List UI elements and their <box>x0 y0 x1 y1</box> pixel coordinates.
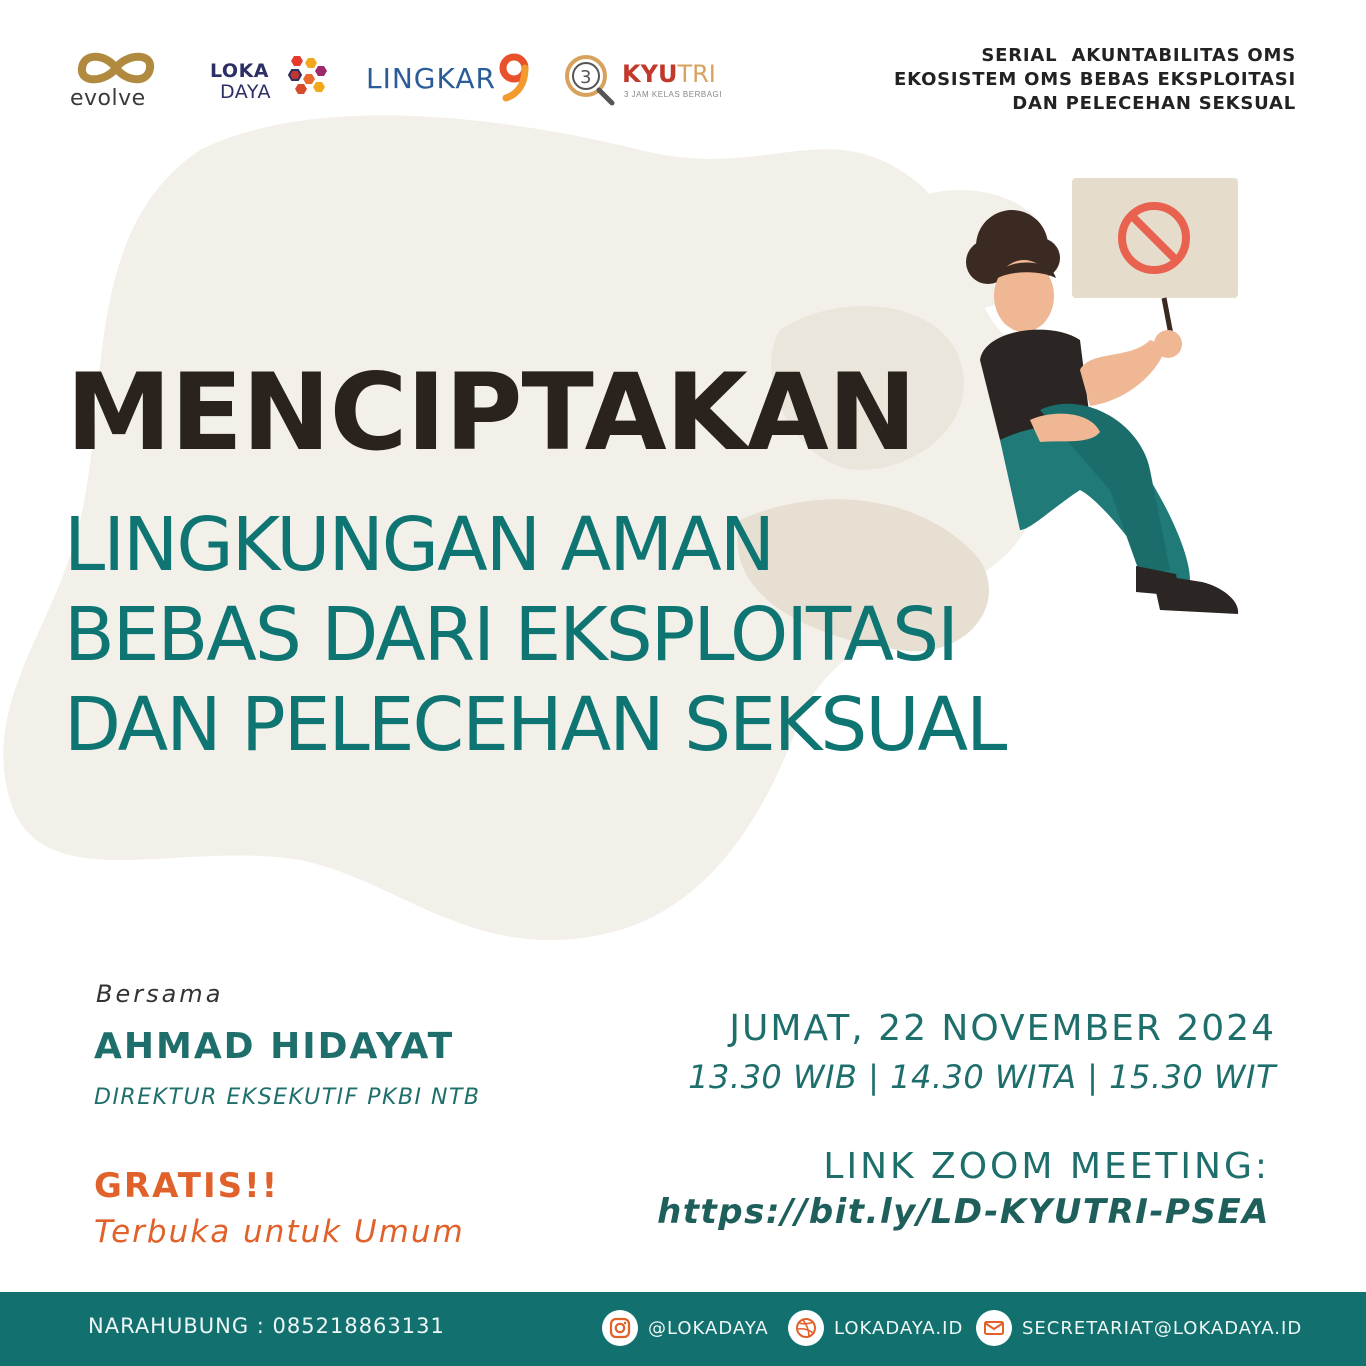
lokadaya-wordmark-line1: LOKA <box>210 60 270 82</box>
svg-text:3: 3 <box>580 67 592 88</box>
series-line: SERIAL AKUNTABILITAS OMS <box>981 45 1296 66</box>
infinity-logo-icon <box>72 48 160 88</box>
series-title <box>894 44 1296 116</box>
instagram-handle: @LOKADAYA <box>648 1317 769 1339</box>
dribbble-globe-icon <box>788 1310 824 1346</box>
kyutri-wordmark <box>622 60 716 88</box>
hexagon-cluster-icon <box>284 52 328 98</box>
lokadaya-logo <box>208 48 330 112</box>
subheadline-line: BEBAS DARI EKSPLOITASI <box>64 592 957 678</box>
lokadaya-wordmark-line2: DAYA <box>220 81 271 103</box>
event-times: 13.30 WIB | 14.30 WITA | 15.30 WIT <box>688 1058 1276 1096</box>
evolve-logo <box>66 48 166 112</box>
lingkar9-logo <box>366 48 534 112</box>
speaker-intro: Bersama <box>96 980 224 1008</box>
subheadline-line: DAN PELECEHAN SEKSUAL <box>64 682 1006 768</box>
lingkar-wordmark: LINGKAR <box>366 62 496 95</box>
footer-bar <box>0 1292 1366 1366</box>
headline: MENCIPTAKAN <box>66 351 916 474</box>
woman-with-no-sign-illustration <box>940 170 1260 640</box>
magnifier-3-icon <box>562 52 620 108</box>
event-date: JUMAT, 22 NOVEMBER 2024 <box>729 1008 1276 1049</box>
audience-label: Terbuka untuk Umum <box>94 1214 465 1250</box>
evolve-wordmark: evolve <box>70 86 146 111</box>
contact-phone[interactable]: NARAHUBUNG : 085218863131 <box>88 1314 445 1338</box>
subheadline-line: LINGKUNGAN AMAN <box>64 502 774 588</box>
price-label: GRATIS!! <box>94 1166 280 1206</box>
email-address: SECRETARIAT@LOKADAYA.ID <box>1022 1317 1303 1339</box>
zoom-label: LINK ZOOM MEETING: <box>823 1146 1270 1187</box>
nine-logo-icon <box>496 52 532 102</box>
website-link[interactable] <box>788 1310 963 1346</box>
instagram-icon <box>602 1310 638 1346</box>
kyutri-main: KYU <box>622 60 678 88</box>
speaker-role: DIREKTUR EKSEKUTIF PKBI NTB <box>94 1085 481 1110</box>
zoom-link[interactable]: https://bit.ly/LD-KYUTRI-PSEA <box>657 1192 1270 1232</box>
series-line: DAN PELECEHAN SEKSUAL <box>1012 93 1296 114</box>
kyutri-logo <box>562 48 732 112</box>
speaker-name: AHMAD HIDAYAT <box>94 1026 455 1067</box>
instagram-link[interactable] <box>602 1310 769 1346</box>
website-url: LOKADAYA.ID <box>834 1317 964 1339</box>
kyutri-accent: TRI <box>677 60 716 88</box>
kyutri-tagline: 3 JAM KELAS BERBAGI <box>624 90 722 99</box>
series-line: EKOSISTEM OMS BEBAS EKSPLOITASI <box>894 69 1296 90</box>
mail-icon <box>976 1310 1012 1346</box>
email-link[interactable] <box>976 1310 1302 1346</box>
